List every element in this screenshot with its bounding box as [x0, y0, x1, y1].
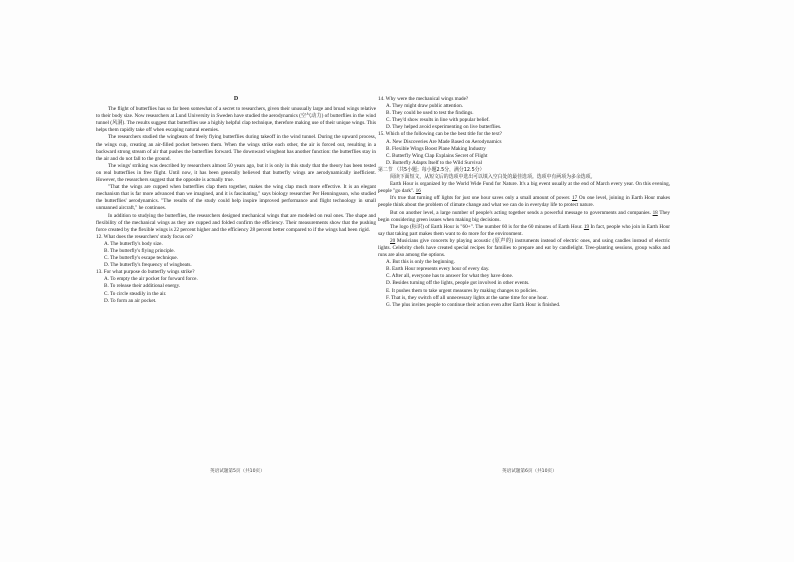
question-14-option-d: D. They helped avoid experimenting on live butterflies. [386, 124, 502, 131]
question-15-option-a: A. New Discoveries Are Made Based on Aerodynamics [386, 138, 502, 145]
cloze-option-g: G. The plus invites people to continue their action even after Earth Hour is finished. [386, 301, 561, 308]
blank-19: 19 [583, 223, 590, 230]
cloze-option-e: E. It pushes them to take urgent measures by making changes to policies. [386, 287, 538, 294]
page-footer-left: 英语试题第5页（共10页） [210, 469, 265, 474]
section-title: D [233, 96, 239, 102]
left-column [96, 96, 376, 305]
question-14-option-c: C. They'd show results in line with popular belief. [386, 117, 490, 124]
question-13-option-a: A. To empty the air pocket for forward force. [104, 276, 198, 283]
cloze-option-b: B. Earth Hour represents every hour of every day. [386, 266, 490, 273]
cloze-text: Musicians give concerts by playing acoustic (原声的) instruments instead of electric ones, and using candles instead of electric lights. Celebrity chefs have created special recipes for families to prepare and eat by candlelight. Tree-planting sessions, group walks and runs are also among the options. [378, 237, 671, 259]
question-14-option-a: A. They might draw public attention. [386, 103, 463, 110]
question-13-option-d: D. To form an air pocket. [104, 297, 157, 304]
cloze-option-a: A. But this is only the beginning. [386, 259, 455, 266]
cloze-paragraph-2 [378, 195, 670, 209]
cloze-paragraph-5 [378, 238, 670, 259]
blank-17: 17 [572, 195, 578, 202]
question-13-stem: 13. For what purpose do butterfly wings strike? [96, 269, 195, 276]
passage-paragraph: In addition to studying the butterflies, the researchers designed mechanical wings that are modeled on real ones. The shape and flexibility of the mechanical wings as they are cupped and folded confirm the efficiency. Their measurements show that the pushing force created by the flexible wings is 22 percent higher and the efficiency 28 percent better compared to if the wings had been rigid. [96, 212, 376, 233]
passage-paragraph: The researchers studied the wingbeats of freely flying butterflies during takeoff in the wind tunnel. During the upward process, the wings cup, creating an air-filled pocket between them. When the wings strike each other, the air is forced out, resulting in a backward strong stream of air that pushes the butterflies forward. The downward wingbeat has another function: the butterflies stay in the air and do not fall to the ground. [96, 134, 376, 162]
right-column [378, 96, 670, 309]
question-14-option-b: B. They could be used to test the findings. [386, 110, 474, 117]
cloze-text: But on another level, a large number of people's acting together sends a powerful message to governments and companies. [390, 209, 651, 216]
cloze-text: Earth Hour is organized by the World Wide Fund for Nature. It's a big event usually at the end of March every year. On this evening, people "go dark". [378, 181, 670, 195]
cloze-text: It's true that turning off lights for just one hour saves only a small amount of power. [390, 195, 571, 202]
question-14-stem: 14. Why were the mechanical wings made? [378, 96, 469, 102]
section-2-instructions: 阅读下面短文，从短文后的选项中选出可以填入空白处的最佳选项。选项中有两项为多余选项。 [390, 174, 596, 181]
cloze-paragraph-4 [378, 224, 670, 238]
question-15-option-b: B. Flexible Wings Boost Plane Making Industry [386, 145, 486, 152]
question-12-stem: 12. What does the researchers' study focus on? [96, 233, 193, 240]
cloze-paragraph-3 [378, 210, 670, 224]
passage-paragraph: The wings' striking was described by researchers almost 50 years ago, but it is only in this study that the theory has been tested on real butterflies in free flight. Until now, it has been generally believed that butterfly wings are aerodynamically inefficient. However, the researchers suggest that the opposite is actually true. [96, 162, 376, 184]
cloze-text: They begin considering green issues when making big decisions. [378, 209, 671, 223]
passage-paragraph: "That the wings are cupped when butterflies clap them together, makes the wing clap much more effective. It is an elegant mechanism that is far more advanced than we imagined, and it is fascinating," says biology researcher Per Henningsson, who studied the butterflies' aerodynamics. "The results of the study could help inspire improved performance and flight technology in small unmanned aircraft," he continues. [96, 184, 376, 212]
blank-16: 16 [415, 188, 421, 195]
cloze-paragraph-1 [378, 181, 670, 195]
question-13-option-c: C. To circle steadily in the air. [104, 290, 167, 297]
question-12-option-b: B. The butterfly's flying principle. [104, 247, 175, 254]
passage-paragraph: The flight of butterflies has so far been somewhat of a secret to researchers, given their unusually large and broad wings relative to their body size. Now researchers at Lund University in Sweden have studied the aerodynamics (空气动力) of butterflies in the wind tunnel (风洞). The results suggest that butterflies use a highly helpful clap technique, therefore making use of their unique wings. This helps them rapidly take off when escaping natural enemies. [96, 106, 376, 134]
cloze-text: The logo (标识) of Earth Hour is "60+". The number 60 is for the 60 minutes of Earth Hour. [390, 223, 583, 230]
cloze-option-f: F. That is, they switch off all unnecessary lights at the same time for one hour. [386, 294, 548, 301]
question-12-option-d: D. The butterfly's frequency of wingbeats. [104, 262, 192, 269]
section-2-heading: 第二节 （共5小题；每小题2.5分，满分12.5分） [378, 166, 485, 173]
question-15-option-d: D. Butterfly Adapts Itself to the Wild Survival [386, 159, 482, 166]
question-15-option-c: C. Butterfly Wing Clap Explains Secret of Flight [386, 152, 488, 159]
cloze-option-c: C. After all, everyone has to answer for what they have done. [386, 273, 514, 280]
cloze-text: In fact, people who join in Earth Hour say that taking part makes them want to do more for the environment. [378, 223, 671, 237]
page-footer-right: 英语试题第6页（共10页） [502, 469, 557, 474]
blank-20: 20 [390, 237, 396, 244]
blank-18: 18 [652, 209, 658, 216]
question-12-option-c: C. The butterfly's escape technique. [104, 255, 179, 262]
cloze-option-d: D. Besides turning off the lights, people got involved in other events. [386, 280, 530, 287]
question-13-option-b: B. To release their additional energy. [104, 283, 181, 290]
question-12-option-a: A. The butterfly's body size. [104, 240, 163, 247]
question-15-stem: 15. Which of the following can be the best title for the text? [378, 131, 502, 138]
cloze-text: On one level, joining in Earth Hour makes people think about the problem of climate change and what we can do in everyday life to protect nature. [378, 195, 671, 209]
